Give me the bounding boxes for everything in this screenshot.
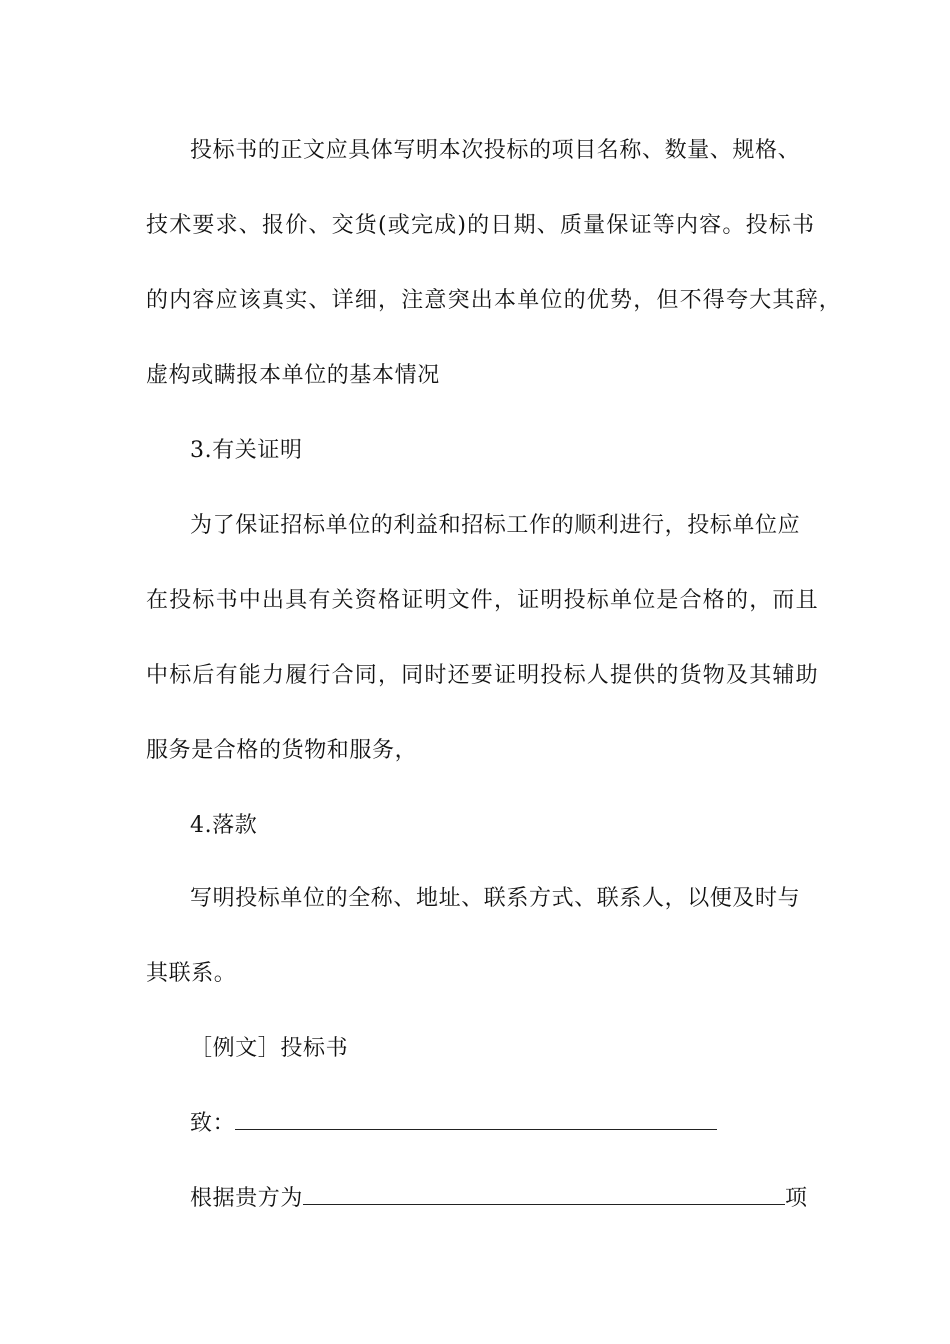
basis-suffix: 项 [785,1186,808,1211]
paragraph-line: 服务是合格的货物和服务， [146,738,418,763]
recipient-blank[interactable] [235,1109,717,1130]
paragraph-line: 技术要求、报价、交货(或完成)的日期、质量保证等内容。投标书 [146,213,816,238]
paragraph-line: 在投标书中出具有关资格证明文件，证明投标单位是合格的，而且 [146,588,819,613]
example-heading: ［例文］投标书 [190,1036,349,1061]
paragraph-line: 其联系。 [146,961,237,986]
paragraph-line: 虚构或瞒报本单位的基本情况 [146,363,440,388]
paragraph-line: 投标书的正文应具体写明本次投标的项目名称、数量、规格、 [190,138,801,163]
paragraph-line: 中标后有能力履行合同，同时还要证明投标人提供的货物及其辅助 [146,663,819,688]
paragraph-line: 写明投标单位的全称、地址、联系方式、联系人，以便及时与 [190,886,801,911]
paragraph-line: 为了保证招标单位的利益和招标工作的顺利进行，投标单位应 [190,513,801,538]
paragraph-line: 的内容应该真实、详细，注意突出本单位的优势，但不得夸大其辞， [146,288,843,313]
to-line [190,1109,717,1139]
section-heading: 4.落款 [190,813,258,838]
section-heading: 3.有关证明 [190,438,303,463]
project-name-blank[interactable] [303,1184,785,1205]
basis-line [190,1184,808,1214]
to-label: 致： [190,1111,236,1136]
basis-prefix: 根据贵方为 [190,1186,304,1211]
